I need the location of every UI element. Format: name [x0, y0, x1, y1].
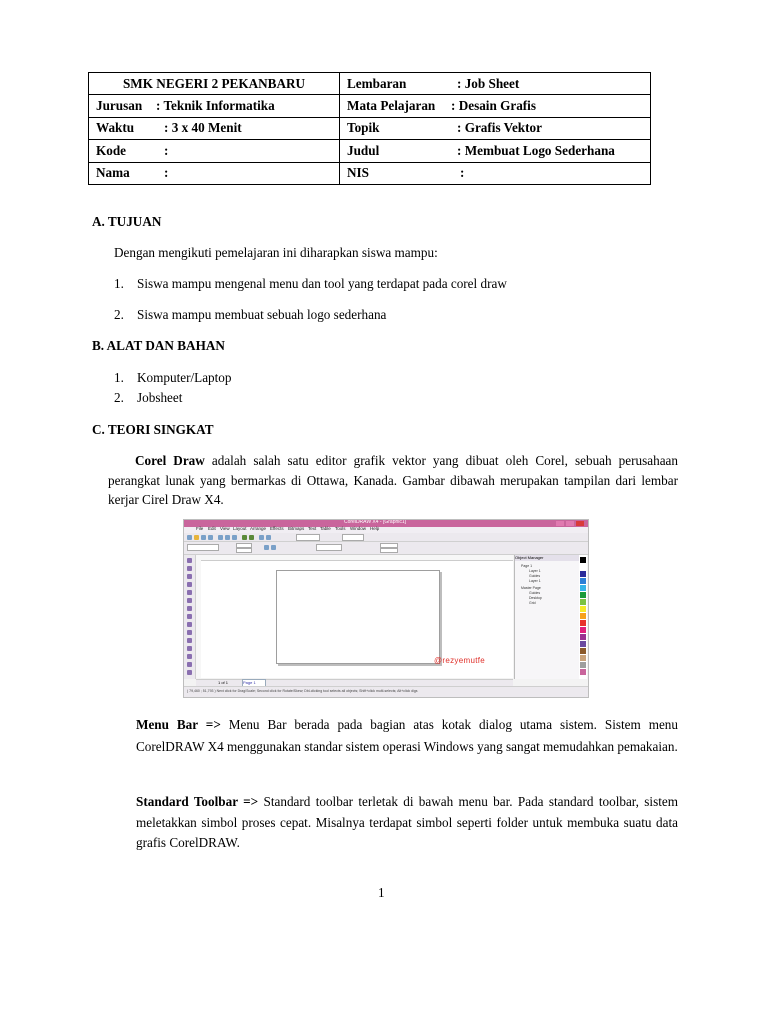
header-table	[88, 72, 651, 185]
docker-title: Object Manager	[515, 555, 579, 561]
freehand-tool-icon	[187, 590, 192, 595]
subject-label: Mata Pelajaran	[347, 98, 436, 114]
list-item	[114, 370, 232, 386]
undo-icon	[242, 535, 247, 540]
print-icon	[208, 535, 213, 540]
topic-value: : Grafis Vektor	[457, 120, 542, 136]
color-palette	[579, 555, 587, 679]
menu-item: Tools	[335, 526, 346, 531]
list-text: Siswa mampu membuat sebuah logo sederhana	[137, 307, 387, 322]
coreldraw-screenshot	[183, 519, 589, 698]
color-swatch	[580, 662, 586, 668]
sheet-type-cell	[340, 73, 651, 95]
title-label: Judul	[347, 142, 380, 158]
color-swatch	[580, 564, 586, 570]
standard-toolbar-paragraph	[136, 792, 678, 854]
crop-tool-icon	[187, 574, 192, 579]
color-swatch	[580, 585, 586, 591]
list-item	[114, 390, 182, 406]
header-row	[89, 140, 651, 162]
sheet-type-label: Lembaran	[347, 75, 407, 91]
menu-item: Edit	[208, 526, 216, 531]
name-cell	[89, 162, 340, 184]
color-swatch	[580, 620, 586, 626]
page-counter: 1 of 1	[218, 680, 229, 685]
property-bar	[184, 542, 588, 555]
save-icon	[201, 535, 206, 540]
title-cell	[340, 140, 651, 162]
docker-row: Layer 1	[529, 579, 541, 583]
list-number: 1.	[114, 370, 124, 385]
code-cell	[89, 140, 340, 162]
school-name-cell	[89, 73, 340, 95]
term-standard-toolbar: Standard Toolbar =>	[136, 794, 259, 809]
term-corel-draw: Corel Draw	[135, 453, 205, 468]
list-number: 2.	[114, 307, 124, 322]
color-swatch	[580, 634, 586, 640]
topic-label: Topik	[347, 120, 380, 136]
code-value: :	[164, 142, 169, 158]
color-swatch	[580, 627, 586, 633]
name-value: :	[164, 165, 169, 181]
code-label: Kode	[96, 142, 127, 158]
color-swatch	[580, 669, 586, 675]
menu-item: Help	[370, 526, 380, 531]
docker-row: Desktop	[529, 596, 542, 600]
standard-toolbar	[184, 533, 588, 542]
sheet-type-value: : Job Sheet	[457, 75, 520, 91]
cut-icon	[218, 535, 223, 540]
paper-type-box	[187, 544, 219, 551]
redo-icon	[249, 535, 254, 540]
school-name: SMK NEGERI 2 PEKANBARU	[122, 75, 306, 91]
menu-bar-paragraph	[136, 714, 678, 759]
color-swatch	[580, 648, 586, 654]
watermark: @rezyemutfe	[434, 656, 485, 665]
paragraph-text: Menu Bar berada pada bagian atas kotak dialog utama sistem. Sistem menu CorelDRAW X4 menggunakan standar sistem operasi Windows yang sangat memudahkan pemakaian.	[136, 717, 678, 755]
docker-row: Master Page	[521, 586, 541, 590]
docker-row: Layer 1	[529, 569, 541, 573]
page-tab: Page 1	[242, 679, 266, 687]
import-icon	[259, 535, 264, 540]
menu-item: Bitmaps	[288, 526, 305, 531]
list-item	[114, 276, 507, 292]
docker-row: Guides	[529, 591, 541, 595]
table-tool-icon	[187, 646, 192, 651]
color-swatch	[580, 578, 586, 584]
corel-draw-paragraph	[108, 451, 678, 510]
menu-item: File	[196, 526, 204, 531]
rectangle-tool-icon	[187, 606, 192, 611]
menu-item: Layout	[233, 526, 247, 531]
topic-cell	[340, 117, 651, 139]
header-row	[89, 73, 651, 95]
basic-shapes-tool-icon	[187, 630, 192, 635]
header-row	[89, 162, 651, 184]
list-text: Jobsheet	[137, 390, 183, 405]
nis-label: NIS	[347, 165, 369, 181]
open-folder-icon	[194, 535, 199, 540]
menu-item: Text	[308, 526, 317, 531]
docker-row: Grid	[529, 601, 536, 605]
zoom-tool-icon	[187, 582, 192, 587]
text-tool-icon	[187, 638, 192, 643]
portrait-icon	[264, 545, 269, 550]
toolbox	[184, 555, 196, 679]
pick-tool-icon	[187, 558, 192, 563]
dimension-tool-icon	[187, 654, 192, 659]
paste-icon	[232, 535, 237, 540]
docker-row: Page 1	[521, 564, 533, 568]
zoom-level-box	[296, 534, 320, 541]
color-swatch	[580, 655, 586, 661]
term-menu-bar: Menu Bar =>	[136, 717, 221, 732]
export-icon	[266, 535, 271, 540]
drawing-page	[276, 570, 440, 664]
paragraph-text: adalah salah satu editor grafik vektor yang dibuat oleh Corel, sebuah perusahaan perangkat lunak yang bermarkas di Ottawa, Kanada. Gambar dibawah merupakan tampilan dari lembar kerjar Cirel Draw X4.	[108, 453, 678, 508]
color-swatch	[580, 606, 586, 612]
copy-icon	[225, 535, 230, 540]
fill-tool-icon	[187, 670, 192, 675]
menu-item: View	[220, 526, 230, 531]
header-row	[89, 95, 651, 117]
eyedropper-tool-icon	[187, 662, 192, 667]
header-row	[89, 117, 651, 139]
page-number: 1	[378, 885, 385, 900]
color-swatch	[580, 613, 586, 619]
menu-item: Arrange	[250, 526, 267, 531]
section-b-heading: B. ALAT DAN BAHAN	[92, 338, 225, 353]
color-swatch	[580, 641, 586, 647]
nis-cell	[340, 162, 651, 184]
section-a-heading: A. TUJUAN	[92, 214, 162, 229]
time-label: Waktu	[96, 120, 135, 136]
department-value: : Teknik Informatika	[156, 98, 275, 114]
polygon-tool-icon	[187, 622, 192, 627]
paragraph-text: Standard toolbar terletak di bawah menu bar. Pada standard toolbar, sistem meletakkan simbol proses cepat. Misalnya terdapat simbol seperti folder untuk membuka suatu data grafis CorelDRAW.	[136, 794, 678, 850]
units-box	[316, 544, 342, 551]
list-item	[114, 307, 386, 323]
department-label: Jurusan	[96, 98, 143, 114]
list-number: 2.	[114, 390, 124, 405]
list-number: 1.	[114, 276, 124, 291]
minimize-icon	[556, 521, 564, 526]
section-a-intro: Dengan mengikuti pemelajaran ini diharapkan siswa mampu:	[114, 245, 438, 260]
maximize-icon	[566, 521, 574, 526]
ellipse-tool-icon	[187, 614, 192, 619]
list-text: Komputer/Laptop	[137, 370, 232, 385]
menu-item: Effects	[270, 526, 284, 531]
close-icon	[576, 521, 584, 526]
color-swatch	[580, 592, 586, 598]
subject-cell	[340, 95, 651, 117]
height-box	[236, 548, 252, 553]
duplicate-distance-box	[380, 548, 398, 553]
menu-item: Table	[320, 526, 331, 531]
time-cell	[89, 117, 340, 139]
smart-fill-tool-icon	[187, 598, 192, 603]
object-manager-docker	[514, 555, 579, 679]
list-text: Siswa mampu mengenal menu dan tool yang terdapat pada corel draw	[137, 276, 507, 291]
title-value: : Membuat Logo Sederhana	[457, 142, 615, 158]
subject-value: : Desain Grafis	[451, 98, 536, 114]
color-swatch	[580, 571, 586, 577]
color-swatch	[580, 557, 586, 563]
docker-row: Guides	[529, 574, 541, 578]
shape-tool-icon	[187, 566, 192, 571]
snap-to-box	[342, 534, 364, 541]
section-c-heading: C. TEORI SINGKAT	[92, 422, 214, 437]
time-value: : 3 x 40 Menit	[164, 120, 242, 136]
department-cell	[89, 95, 340, 117]
new-icon	[187, 535, 192, 540]
name-label: Nama	[96, 165, 130, 181]
color-swatch	[580, 599, 586, 605]
landscape-icon	[271, 545, 276, 550]
window-title: CorelDRAW X4 - [Graphic1]	[344, 519, 407, 525]
menu-item: Window	[350, 526, 367, 531]
status-bar	[184, 686, 588, 698]
nis-value: :	[460, 165, 465, 181]
status-text: ( 79,460 ; 51,793 ) Next click for Drag/Scale; Second click for Rotate/Skew; Dbl-clicking tool selects all objects; Shift+click multi-selects; Alt+click digs	[187, 689, 418, 693]
